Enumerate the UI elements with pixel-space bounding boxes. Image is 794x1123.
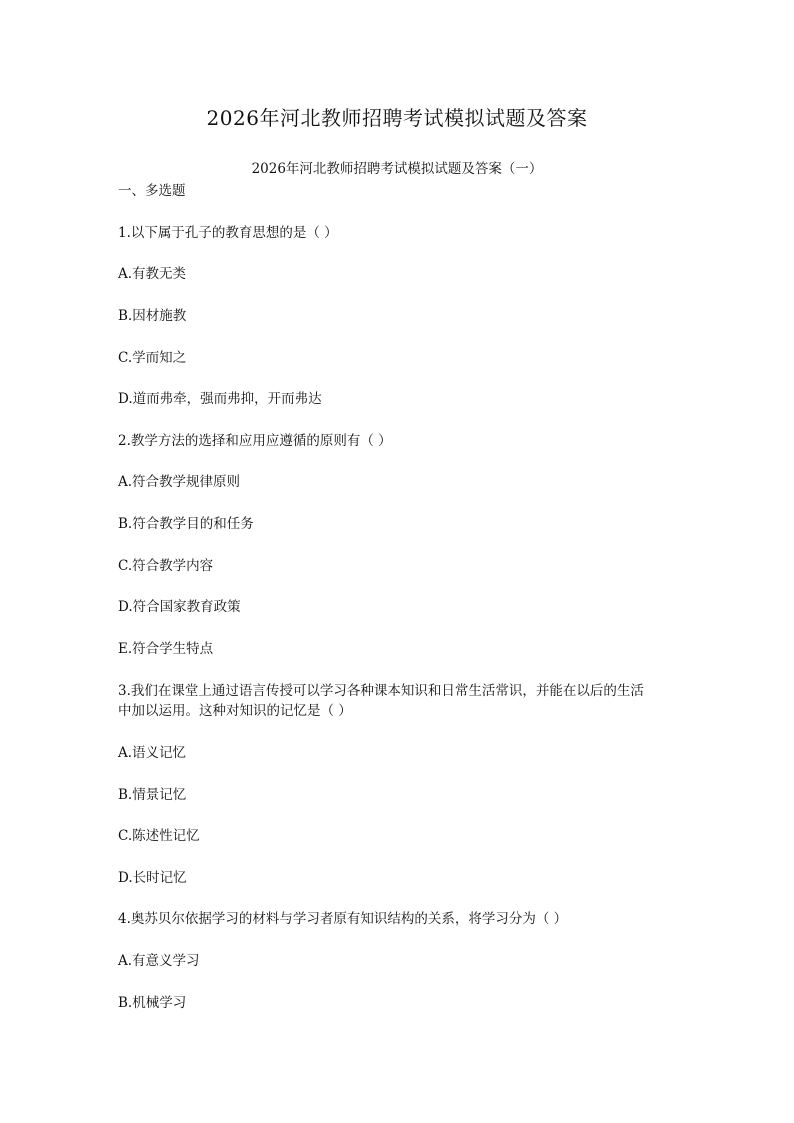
question-1-option-b: B.因材施教 xyxy=(118,308,187,324)
question-2-stem: 2.教学方法的选择和应用应遵循的原则有（ ） xyxy=(118,433,392,449)
question-1-option-a: A.有教无类 xyxy=(118,266,187,282)
question-3-stem-line-2: 中加以运用。这种对知识的记忆是（ ） xyxy=(118,703,352,719)
document-title: 2026年河北教师招聘考试模拟试题及答案 xyxy=(206,106,588,130)
question-3-option-c: C.陈述性记忆 xyxy=(118,828,200,844)
question-4-stem: 4.奥苏贝尔依据学习的材料与学习者原有知识结构的关系，将学习分为（ ） xyxy=(118,911,568,927)
question-1-option-c: C.学而知之 xyxy=(118,350,187,366)
document-subtitle: 2026年河北教师招聘考试模拟试题及答案（一） xyxy=(251,161,543,177)
section-heading: 一、多选题 xyxy=(118,183,186,199)
question-2-option-b: B.符合教学目的和任务 xyxy=(118,516,254,532)
question-4-option-b: B.机械学习 xyxy=(118,995,187,1011)
question-2-option-d: D.符合国家教育政策 xyxy=(118,599,241,615)
question-1-stem: 1.以下属于孔子的教育思想的是（ ） xyxy=(118,225,338,241)
question-2-option-e: E.符合学生特点 xyxy=(118,641,214,657)
question-1-option-d: D.道而弗牵，强而弗抑，开而弗达 xyxy=(118,391,322,407)
question-2-option-c: C.符合教学内容 xyxy=(118,558,214,574)
question-2-option-a: A.符合教学规律原则 xyxy=(118,474,241,490)
question-4-option-a: A.有意义学习 xyxy=(118,953,200,969)
question-3-option-b: B.情景记忆 xyxy=(118,787,187,803)
question-3-stem-line-1: 3.我们在课堂上通过语言传授可以学习各种课本知识和日常生活常识，并能在以后的生活 xyxy=(118,683,644,699)
question-3-option-a: A.语义记忆 xyxy=(118,745,187,761)
question-3-option-d: D.长时记忆 xyxy=(118,870,187,886)
